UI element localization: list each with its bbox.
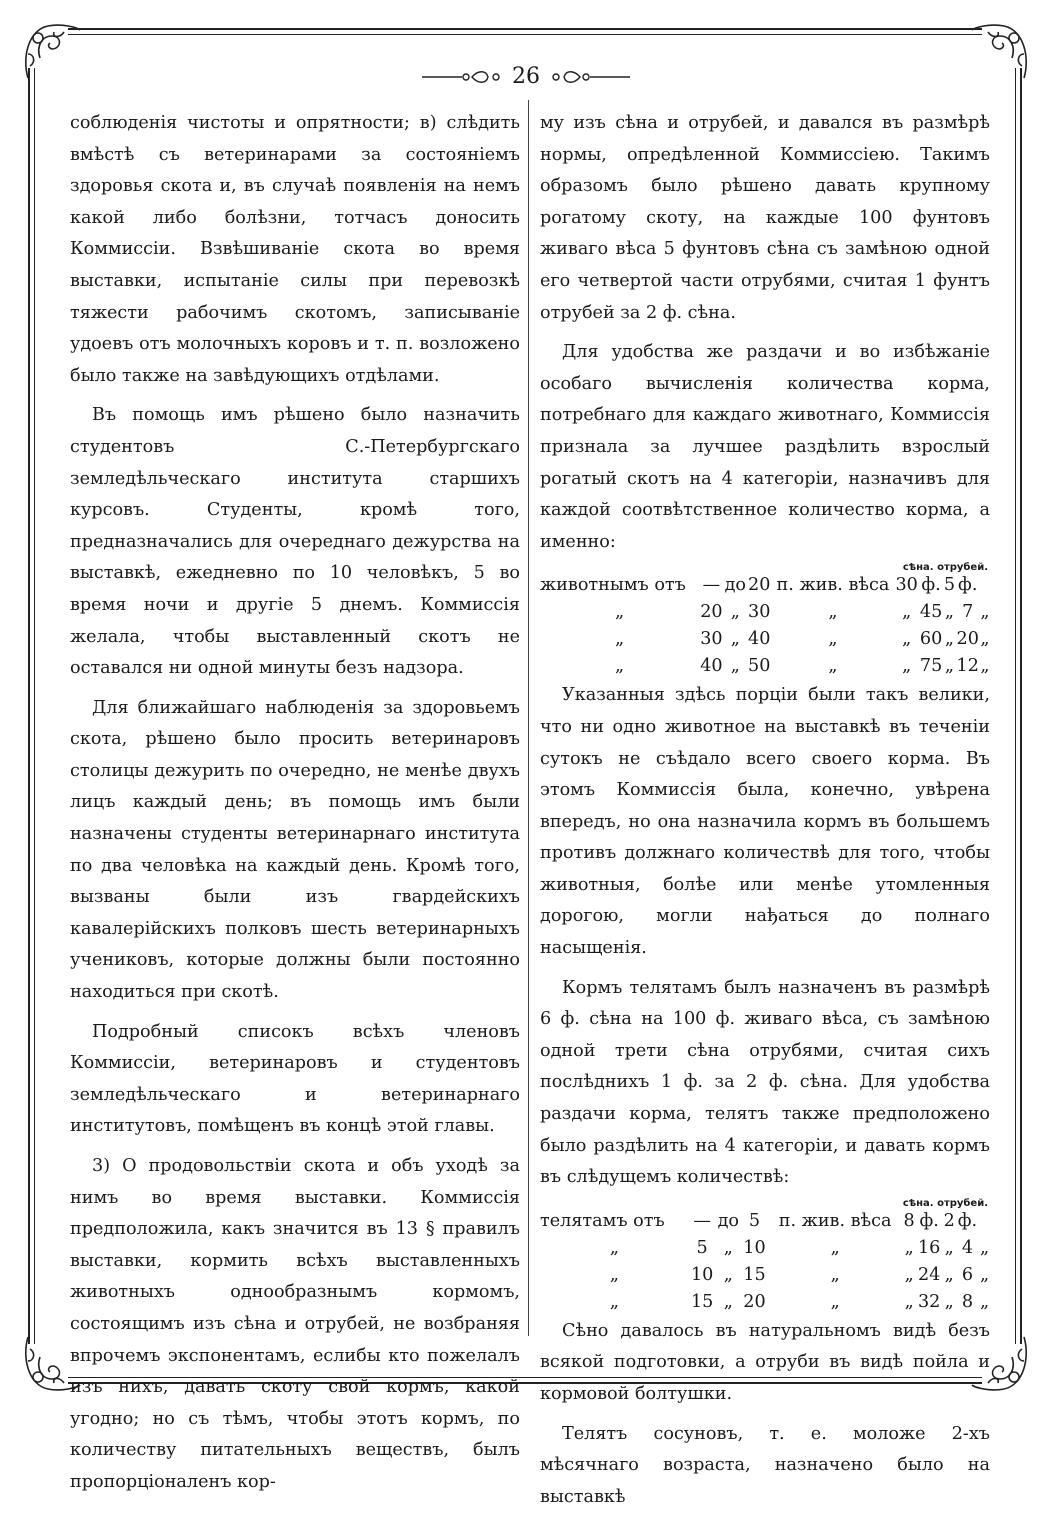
table-row: „ 10 „ 15 „ „ 24 „ 6 „ — [609, 1264, 990, 1285]
table-unit-header: сѣна. отрубей. — [902, 1197, 988, 1209]
paragraph: Подробный списокъ всѣхъ членовъ Коммиссіи, ветеринаровъ и студентовъ земледѣльческаго и ветеринарнаго институтовъ, помѣщенъ въ концѣ этой главы. — [70, 1021, 520, 1137]
column-divider — [528, 100, 529, 1336]
table-row: „ 5 „ 10 „ „ 16 „ 4 „ — [609, 1237, 990, 1258]
paragraph: Телятъ сосуновъ, т. е. моложе 2-хъ мѣсячнаго возраста, назначено было на выставкѣ — [540, 1423, 990, 1507]
table-unit-header: сѣна. отрубей. — [902, 562, 988, 574]
paragraph: Въ помощь имъ рѣшено было назначить студентовъ С.-Петербургскаго земледѣльческаго института старшихъ курсовъ. Студенты, кромѣ того, предназначались для очереднаго дежурства на выставкѣ, ежедневно по 10 человѣкъ, 5 во время ночи и другіе 5 днемъ. Коммиссія желала, чтобы выставленный скотъ не оставался ни одной минуты безъ надзора. — [70, 405, 520, 679]
header-ornament-left-icon — [422, 70, 502, 84]
table-row: животнымъ отъ — до 20 п. жив. вѣса 30 ф. 5 ф. — [540, 575, 978, 596]
table-row: „ 20 „ 30 „ „ 45 „ 7 „ — [615, 602, 990, 623]
paragraph: Указанныя здѣсь порціи были такъ велики, что ни одно животное на выставкѣ въ теченіи сутокъ не съѣдало всего своего корма. Въ этомъ Коммиссія была, конечно, увѣрена впередъ, но она назначила кормъ въ большемъ противъ должнаго количествѣ для того, чтобы животныя, болѣе или менѣе утомленныя дорогою, могли нађаться до полнаго насыщенія. — [540, 685, 990, 959]
paragraph: 3) О продовольствіи скота и объ уходѣ за нимъ во время выставки. Коммиссія предположила, какъ значится въ 13 § правилъ выставки, кормить всѣхъ выставленныхъ животныхъ однообразнымъ кормомъ, состоящимъ изъ сѣна и отрубей, не возбраняя впрочемъ экспонентамъ, еслибы кто пожелалъ изъ нихъ, давать скоту свой кормъ, какой угодно; но съ тѣмъ, чтобы этотъ кормъ, по количеству питательныхъ веществъ, былъ пропорціоналенъ кор- — [70, 1156, 520, 1492]
paragraph: Для удобства же раздачи и во избѣжаніе особаго вычисленія количества корма, потребнаго для каждаго животнаго, Коммиссія признала за лучшее раздѣлить взрослый рогатый скотъ на 4 категоріи, назначивъ для каждой соотвѣтственное количество корма, а именно: — [540, 342, 990, 552]
page-header — [0, 62, 1052, 92]
header-ornament-right-icon — [550, 70, 630, 84]
table-row: „ 30 „ 40 „ „ 60 „ 20 „ — [615, 629, 990, 650]
left-column — [70, 108, 520, 1499]
table-row: „ 15 „ 20 „ „ 32 „ 8 „ — [609, 1291, 990, 1312]
feed-table-adult — [540, 572, 990, 680]
paragraph: Для ближайшаго наблюденія за здоровьемъ скота, рѣшено было просить ветеринаровъ столицы дежурить по очередно, не менѣе двухъ лицъ каждый день; въ помощь имъ были назначены студенты ветеринарнаго института по два человѣка на каждый день. Кромѣ того, вызваны были изъ гвардейскихъ кавалерійскихъ полковъ шесть ветеринарныхъ учениковъ, которые должны были постоянно находиться при скотѣ. — [70, 697, 520, 1003]
paragraph: Сѣно давалось въ натуральномъ видѣ безъ всякой подготовки, а отруби въ видѣ пойла и кормовой болтушки. — [540, 1320, 990, 1404]
feed-table-calves — [540, 1208, 990, 1316]
table-row: „ 40 „ 50 „ „ 75 „ 12 „ — [615, 656, 990, 677]
paragraph: му изъ сѣна и отрубей, и давался въ размѣрѣ нормы, опредѣленной Коммиссіею. Такимъ образомъ было рѣшено давать крупному рогатому скоту, на каждые 100 фунтовъ живаго вѣса 5 фунтовъ сѣна съ замѣною одной его четвертой части отрубями, считая 1 фунтъ отрубей за 2 ф. сѣна. — [540, 113, 990, 323]
table-row: телятамъ отъ — до 5 п. жив. вѣса 8 ф. 2 ф. — [540, 1210, 978, 1231]
paragraph: соблюденія чистоты и опрятности; в) слѣдить вмѣстѣ съ ветеринарами за состояніемъ здоровья скота и, въ случаѣ появленія на немъ какой либо болѣзни, тотчасъ доносить Коммиссіи. Взвѣшиваніе скота во время выставки, испытаніе силы при перевозкѣ тяжести рабочимъ скотомъ, записываніе удоевъ отъ молочныхъ коровъ и т. п. возложено было также на завѣдующихъ отдѣлами. — [70, 113, 520, 386]
right-column — [540, 108, 990, 1513]
paragraph: Кормъ телятамъ былъ назначенъ въ размѣрѣ 6 ф. сѣна на 100 ф. живаго вѣса, съ замѣною одной трети сѣна отрубями, считая сихъ послѣднихъ 1 ф. за 2 ф. сѣна. Для удобства раздачи корма, телятъ также предположено было раздѣлить на 4 категоріи, и давать кормъ въ слѣдущемъ количествѣ: — [540, 977, 990, 1188]
page-number: 26 — [512, 64, 540, 89]
